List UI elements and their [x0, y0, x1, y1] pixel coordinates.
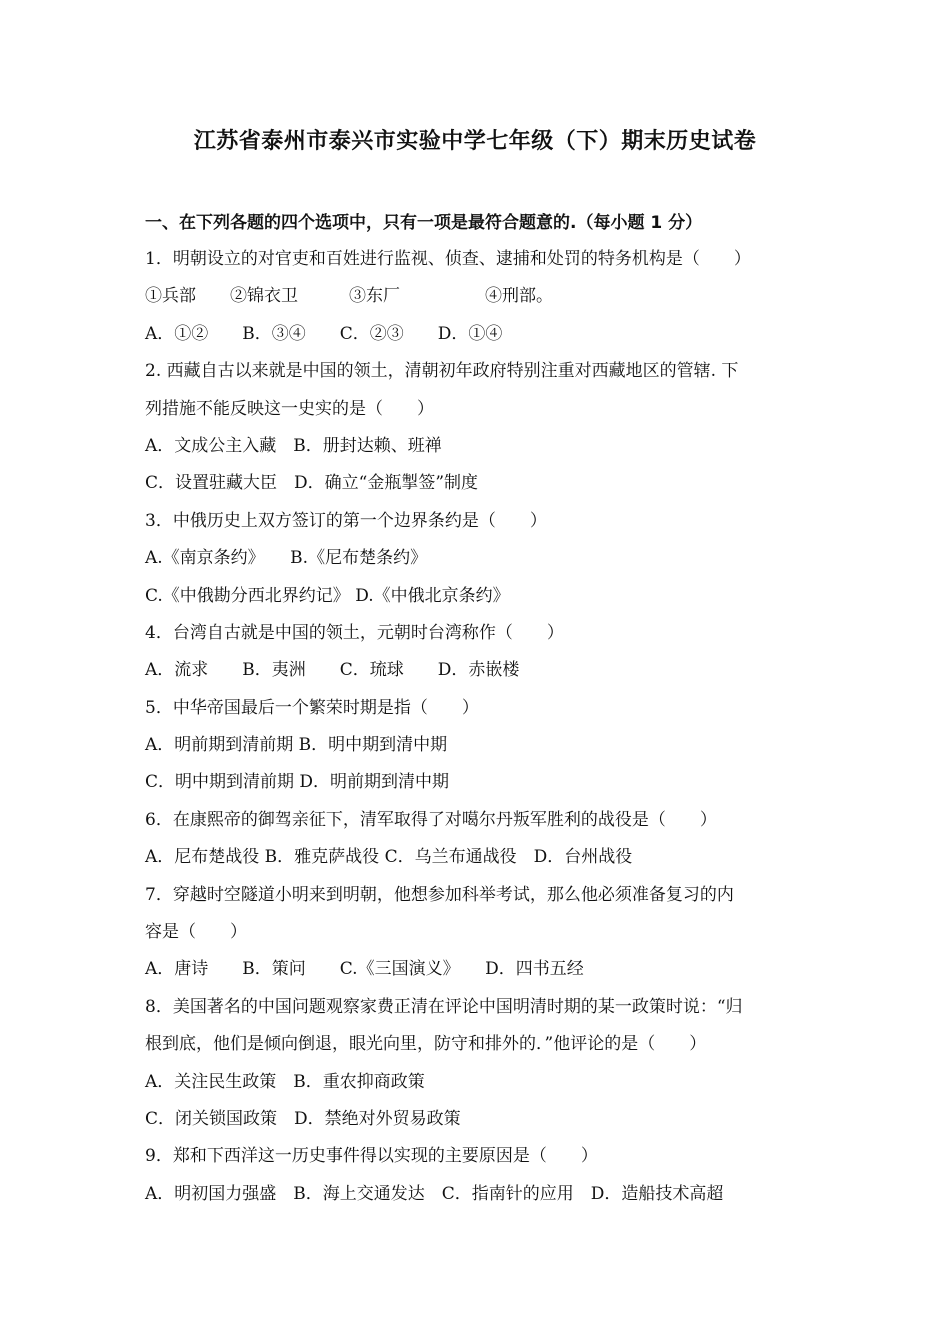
question-8-stem-cont: 根到底，他们是倾向倒退，眼光向里，防守和排外的．”他评论的是（ ） [145, 1034, 707, 1055]
question-4-options: A．流求 B．夷洲 C．琉球 D．赤嵌楼 [145, 660, 520, 681]
question-6-options: A．尼布楚战役 B．雅克萨战役 C．乌兰布通战役 D．台州战役 [145, 847, 633, 868]
question-5-options-ab: A．明前期到清前期 B．明中期到清中期 [145, 735, 448, 756]
question-9-options: A．明初国力强盛 B．海上交通发达 C．指南针的应用 D．造船技术高超 [145, 1183, 724, 1204]
question-1-stem: 1．明朝设立的对官吏和百姓进行监视、侦查、逮捕和处罚的特务机构是（ ） [145, 249, 751, 269]
question-3-options-ab: A.《南京条约》 B.《尼布楚条约》 [145, 548, 428, 569]
question-6-stem: 6．在康熙帝的御驾亲征下，清军取得了对噶尔丹叛军胜利的战役是（ ） [145, 809, 717, 830]
page-title: 江苏省泰州市泰兴市实验中学七年级（下）期末历史试卷 [193, 129, 757, 154]
section-heading: 一、在下列各题的四个选项中，只有一项是最符合题意的.（每小题 1 分） [145, 213, 703, 233]
question-8-stem: 8．美国著名的中国问题观察家费正清在评论中国明清时期的某一政策时说：“归 [145, 996, 743, 1017]
question-list [145, 244, 825, 1216]
question-5-options-cd: C．明中期到清前期 D．明前期到清中期 [145, 772, 450, 793]
question-7-options: A．唐诗 B．策问 C.《三国演义》 D．四书五经 [145, 959, 584, 980]
question-5-stem: 5．中华帝国最后一个繁荣时期是指（ ） [145, 697, 479, 718]
question-2-options-ab: A．文成公主入藏 B．册封达赖、班禅 [145, 435, 442, 456]
question-8-options-ab: A．关注民生政策 B．重农抑商政策 [145, 1071, 425, 1092]
question-1-options: A．①② B．③④ C．②③ D．①④ [145, 323, 503, 344]
question-8-options-cd: C．闭关锁国政策 D．禁绝对外贸易政策 [145, 1108, 461, 1129]
question-2-stem-cont: 列措施不能反映这一史实的是（ ） [145, 398, 434, 419]
question-3-stem: 3．中俄历史上双方签订的第一个边界条约是（ ） [145, 510, 547, 531]
question-4-stem: 4．台湾自古就是中国的领土，元朝时台湾称作（ ） [145, 622, 564, 643]
question-7-stem: 7．穿越时空隧道小明来到明朝，他想参加科举考试，那么他必须准备复习的内 [145, 884, 734, 905]
question-3-options-cd: C.《中俄勘分西北界约记》 D.《中俄北京条约》 [145, 585, 510, 606]
question-1-items: ①兵部 ②锦衣卫 ③东厂 ④刑部。 [145, 286, 553, 307]
question-7-stem-cont: 容是（ ） [145, 922, 247, 943]
question-2-stem: 2. 西藏自古以来就是中国的领土，清朝初年政府特别注重对西藏地区的管辖. 下 [145, 361, 739, 382]
question-2-options-cd: C．设置驻藏大臣 D．确立“金瓶掣签”制度 [145, 473, 479, 494]
question-9-stem: 9．郑和下西洋这一历史事件得以实现的主要原因是（ ） [145, 1146, 598, 1167]
